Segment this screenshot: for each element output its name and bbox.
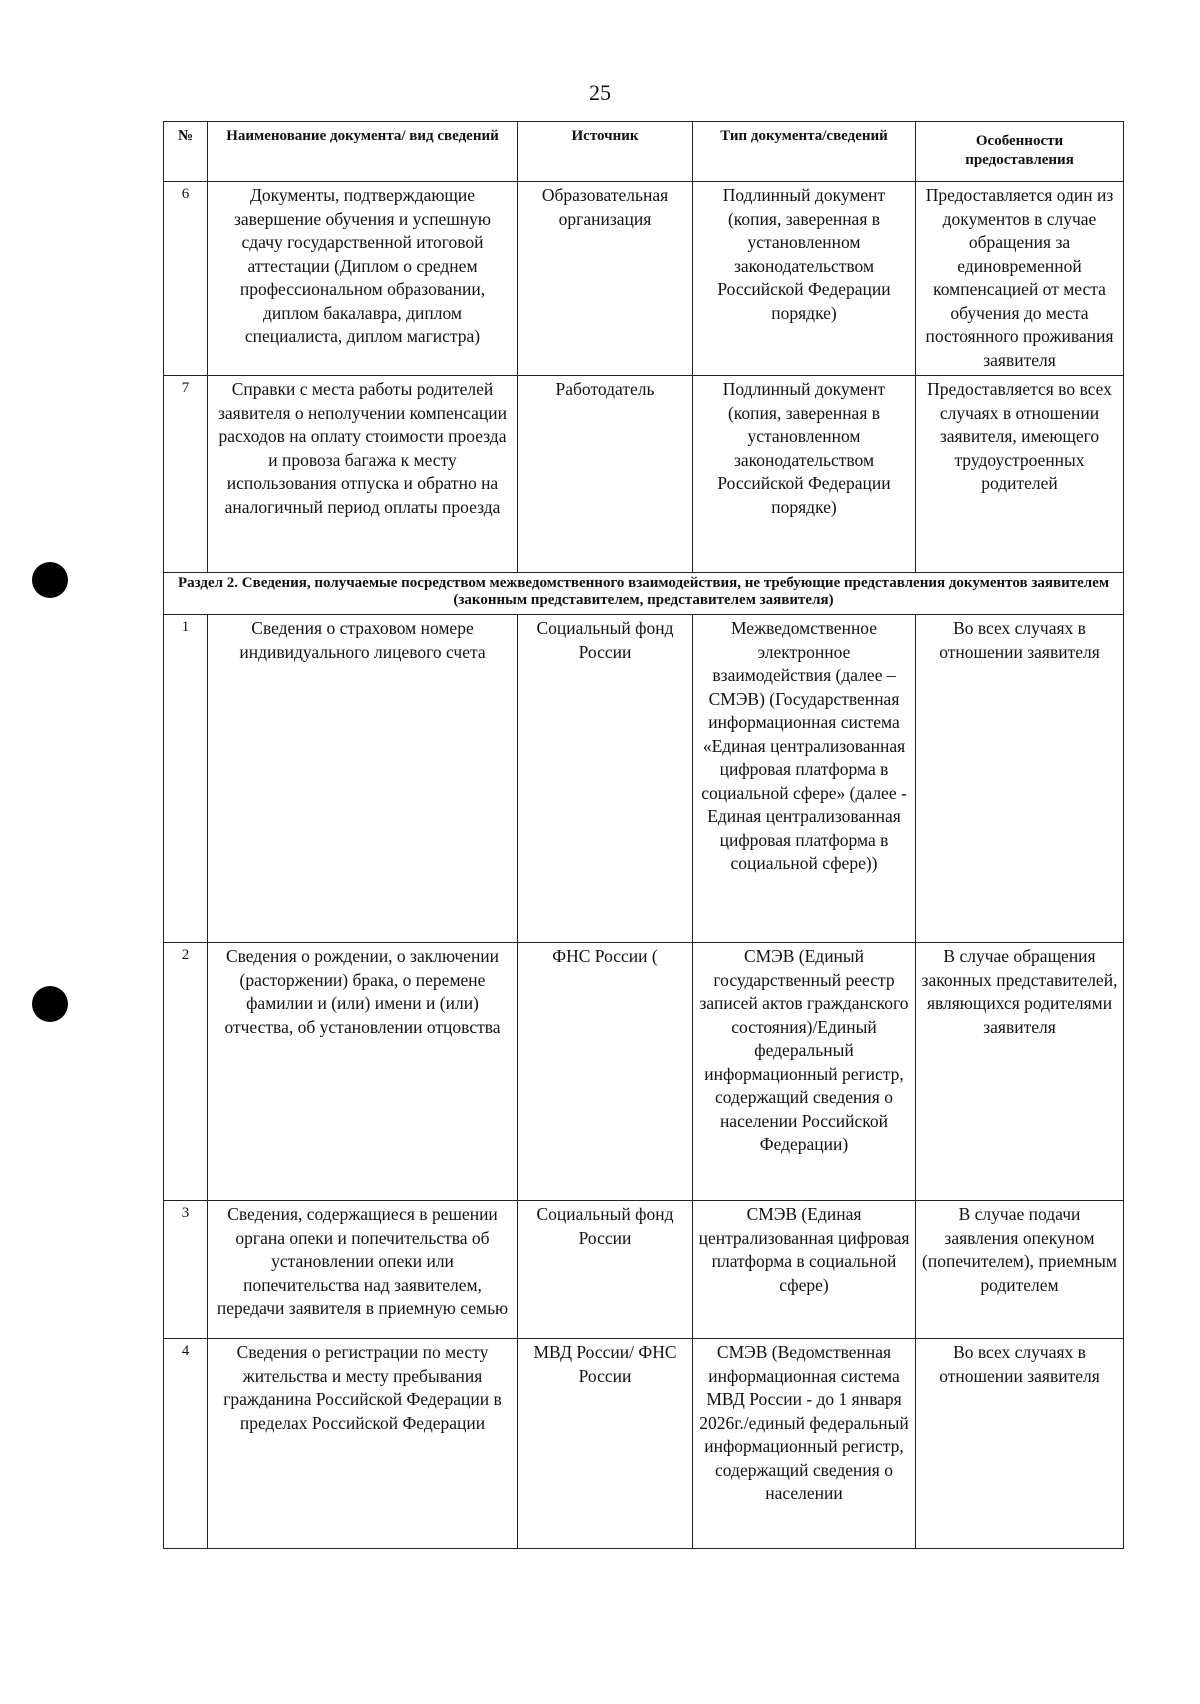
row-features: Во всех случаях в отношении заявителя (916, 615, 1124, 943)
section-heading-row (164, 573, 1124, 615)
row-source: Социальный фонд России (518, 1201, 693, 1339)
table-row (164, 1339, 1124, 1549)
table-row (164, 182, 1124, 376)
row-source: МВД России/ ФНС России (518, 1339, 693, 1549)
row-features: Предоставляется один из документов в случае обращения за единовременной компенсацией от места обучения до места постоянного проживания заявителя (916, 182, 1124, 376)
row-number: 1 (164, 615, 208, 943)
row-source: Работодатель (518, 376, 693, 573)
row-document-type: Подлинный документ (копия, заверенная в установленном законодательством Российской Федерации порядке) (693, 376, 916, 573)
row-number: 7 (164, 376, 208, 573)
row-number: 3 (164, 1201, 208, 1339)
row-features: В случае обращения законных представителей, являющихся родителями заявителя (916, 943, 1124, 1201)
row-source: Образовательная организация (518, 182, 693, 376)
row-number: 6 (164, 182, 208, 376)
punch-hole-mark (32, 562, 68, 598)
row-document-type: Межведомственное электронное взаимодействия (далее – СМЭВ) (Государственная информационная система «Единая централизованная цифровая платформа в социальной сфере» (далее - Единая централизованная цифровая платформа в социальной сфере)) (693, 615, 916, 943)
row-document-type: СМЭВ (Ведомственная информационная система МВД России - до 1 января 2026г./единый федеральный информационный регистр, содержащий сведения о населении (693, 1339, 916, 1549)
row-source: ФНС России ( (518, 943, 693, 1201)
table-row (164, 615, 1124, 943)
punch-hole-mark (32, 986, 68, 1022)
row-document-type: СМЭВ (Единый государственный реестр записей актов гражданского состояния)/Единый федеральный информационный регистр, содержащий сведения о населении Российской Федерации) (693, 943, 916, 1201)
row-document-name: Сведения о страховом номере индивидуального лицевого счета (208, 615, 518, 943)
row-document-name: Сведения, содержащиеся в решении органа опеки и попечительства об установлении опеки или попечительства над заявителем, передачи заявителя в приемную семью (208, 1201, 518, 1339)
row-number: 2 (164, 943, 208, 1201)
row-document-name: Справки с места работы родителей заявителя о неполучении компенсации расходов на оплату стоимости проезда и провоза багажа к месту использования отпуска и обратно на аналогичный период оплаты проезда (208, 376, 518, 573)
row-document-name: Документы, подтверждающие завершение обучения и успешную сдачу государственной итоговой аттестации (Диплом о среднем профессиональном образовании, диплом бакалавра, диплом специалиста, диплом магистра) (208, 182, 518, 376)
row-features: В случае подачи заявления опекуном (попечителем), приемным родителем (916, 1201, 1124, 1339)
table-row (164, 943, 1124, 1201)
header-document-name: Наименование документа/ вид сведений (208, 122, 518, 182)
page-number: 25 (589, 80, 611, 105)
documents-table (163, 121, 1124, 1549)
row-features: Во всех случаях в отношении заявителя (916, 1339, 1124, 1549)
section-2-title: Раздел 2. Сведения, получаемые посредством межведомственного взаимодействия, не требующие представления документов заявителем (законным представителем, представителем заявителя) (164, 573, 1124, 615)
header-number: № (164, 122, 208, 182)
row-document-type: СМЭВ (Единая централизованная цифровая платформа в социальной сфере) (693, 1201, 916, 1339)
header-source: Источник (518, 122, 693, 182)
row-document-name: Сведения о регистрации по месту жительства и месту пребывания гражданина Российской Федерации в пределах Российской Федерации (208, 1339, 518, 1549)
header-features: Особенности предоставления (916, 122, 1124, 182)
table-row (164, 376, 1124, 573)
row-document-name: Сведения о рождении, о заключении (расторжении) брака, о перемене фамилии и (или) имени и (или) отчества, об установлении отцовства (208, 943, 518, 1201)
row-features: Предоставляется во всех случаях в отношении заявителя, имеющего трудоустроенных родителей (916, 376, 1124, 573)
row-number: 4 (164, 1339, 208, 1549)
row-source: Социальный фонд России (518, 615, 693, 943)
header-document-type: Тип документа/сведений (693, 122, 916, 182)
table-row (164, 1201, 1124, 1339)
table-header-row (164, 122, 1124, 182)
row-document-type: Подлинный документ (копия, заверенная в установленном законодательством Российской Федерации порядке) (693, 182, 916, 376)
